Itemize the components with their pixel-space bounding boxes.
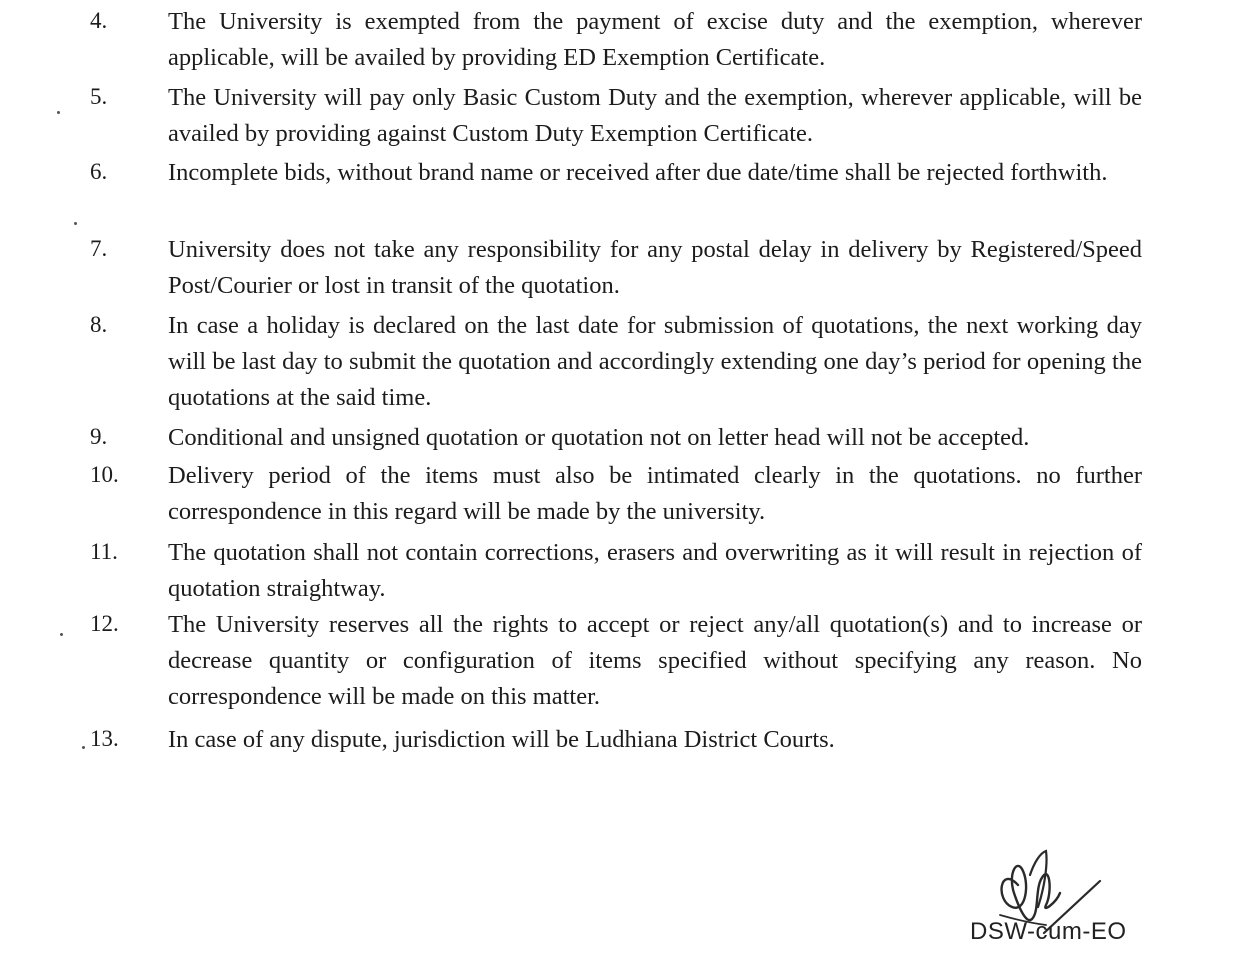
clause-text: The University is exempted from the payment of excise duty and the exemption, wherever applicable, will be availed by providing ED Exemption Certificate. <box>168 8 1142 71</box>
clause-text: The University will pay only Basic Custom Duty and the exemption, wherever applicable, will be availed by providing against Custom Duty Exemption Certificate. <box>168 84 1142 147</box>
clause-number: 6. <box>90 159 108 184</box>
signature-block <box>960 845 1160 955</box>
clause-text: Incomplete bids, without brand name or received after due date/time shall be rejected forthwith. <box>168 159 1108 186</box>
clause-number: 13. <box>90 726 119 751</box>
clause-text: The University reserves all the rights to accept or reject any/all quotation(s) and to increase or decrease quantity or configuration of items specified without specifying any reason. No correspondence will be made on this matter. <box>168 611 1142 710</box>
clause-text: Conditional and unsigned quotation or quotation not on letter head will not be accepted. <box>168 424 1030 451</box>
clause-text: The quotation shall not contain corrections, erasers and overwriting as it will result in rejection of quotation straightway. <box>168 539 1142 602</box>
clause-text: In case a holiday is declared on the last date for submission of quotations, the next working day will be last day to submit the quotation and accordingly extending one day’s period for opening the quotations at the said time. <box>168 312 1142 411</box>
signatory-designation: DSW-cum-EO <box>970 918 1127 945</box>
clause-number: 12. <box>90 611 119 636</box>
clause-number: 11. <box>90 539 118 564</box>
scan-speck <box>74 222 77 225</box>
clause-text: University does not take any responsibility for any postal delay in delivery by Registered/Speed Post/Courier or lost in transit of the quotation. <box>168 236 1142 299</box>
scan-speck <box>60 633 63 636</box>
clause-text: Delivery period of the items must also be intimated clearly in the quotations. no further correspondence in this regard will be made by the university. <box>168 462 1142 525</box>
scan-speck <box>57 111 60 114</box>
clause-number: 4. <box>90 8 108 33</box>
scan-speck <box>82 746 85 749</box>
clause-number: 7. <box>90 236 108 261</box>
clause-number: 8. <box>90 312 108 337</box>
clause-text: In case of any dispute, jurisdiction will be Ludhiana District Courts. <box>168 726 835 753</box>
clause-number: 9. <box>90 424 108 449</box>
clause-number: 5. <box>90 84 108 109</box>
clause-number: 10. <box>90 462 119 487</box>
